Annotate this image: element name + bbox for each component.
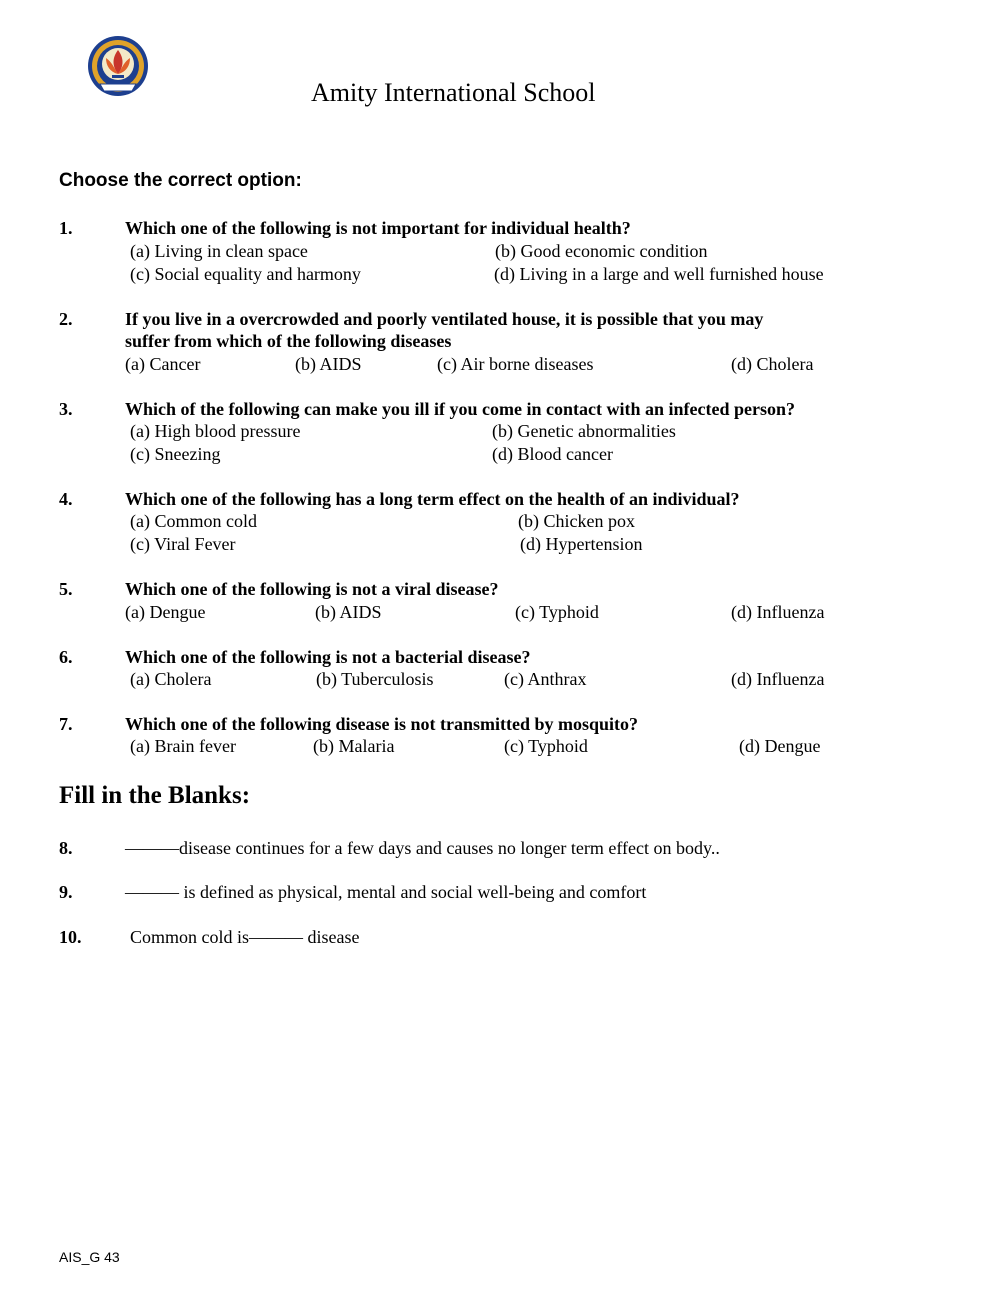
option-a[interactable]: (a) Brain fever xyxy=(130,736,236,756)
question-number: 7. xyxy=(59,714,73,734)
option-c[interactable]: (c) Air borne diseases xyxy=(437,354,594,374)
question-text-continued: suffer from which of the following diseases xyxy=(125,331,452,351)
question-number: 4. xyxy=(59,489,73,509)
question-text: Which one of the following has a long term effect on the health of an individual? xyxy=(125,489,740,509)
option-c[interactable]: (c) Typhoid xyxy=(515,602,599,622)
option-d[interactable]: (d) Blood cancer xyxy=(492,444,613,464)
question-number: 9. xyxy=(59,882,73,902)
option-c[interactable]: (c) Social equality and harmony xyxy=(130,264,361,284)
option-d[interactable]: (d) Dengue xyxy=(739,736,821,756)
option-b[interactable]: (b) Tuberculosis xyxy=(316,669,434,689)
option-c[interactable]: (c) Anthrax xyxy=(504,669,587,689)
option-b[interactable]: (b) AIDS xyxy=(295,354,362,374)
question-text: Which one of the following is not a viral disease? xyxy=(125,579,499,599)
school-crest-icon xyxy=(86,34,150,98)
option-d[interactable]: (d) Influenza xyxy=(731,602,825,622)
blank-question-text: ——— is defined as physical, mental and social well-being and comfort xyxy=(125,882,647,902)
option-b[interactable]: (b) Good economic condition xyxy=(495,241,708,261)
question-number: 1. xyxy=(59,218,73,238)
question-number: 10. xyxy=(59,927,82,947)
fill-blanks-section-title: Fill in the Blanks: xyxy=(59,782,251,809)
option-b[interactable]: (b) AIDS xyxy=(315,602,382,622)
page-footer-code: AIS_G 43 xyxy=(59,1249,120,1265)
option-b[interactable]: (b) Malaria xyxy=(313,736,395,756)
option-d[interactable]: (d) Living in a large and well furnished house xyxy=(494,264,824,284)
option-b[interactable]: (b) Chicken pox xyxy=(518,511,635,531)
question-text: Which of the following can make you ill if you come in contact with an infected person? xyxy=(125,399,795,419)
question-text: Which one of the following is not a bacterial disease? xyxy=(125,647,531,667)
blank-question-text: ———disease continues for a few days and causes no longer term effect on body.. xyxy=(125,838,720,858)
school-name: Amity International School xyxy=(311,78,596,107)
option-d[interactable]: (d) Influenza xyxy=(731,669,825,689)
question-text: Which one of the following is not important for individual health? xyxy=(125,218,631,238)
option-a[interactable]: (a) Dengue xyxy=(125,602,206,622)
question-number: 3. xyxy=(59,399,73,419)
option-a[interactable]: (a) High blood pressure xyxy=(130,421,301,441)
question-number: 5. xyxy=(59,579,73,599)
question-text: Which one of the following disease is not transmitted by mosquito? xyxy=(125,714,639,734)
question-number: 8. xyxy=(59,838,73,858)
blank-question-text: Common cold is——— disease xyxy=(130,927,360,947)
question-text: If you live in a overcrowded and poorly ventilated house, it is possible that you may xyxy=(125,309,764,329)
option-c[interactable]: (c) Typhoid xyxy=(504,736,588,756)
option-d[interactable]: (d) Hypertension xyxy=(520,534,643,554)
option-a[interactable]: (a) Living in clean space xyxy=(130,241,308,261)
option-b[interactable]: (b) Genetic abnormalities xyxy=(492,421,676,441)
option-a[interactable]: (a) Cholera xyxy=(130,669,212,689)
question-number: 2. xyxy=(59,309,73,329)
question-number: 6. xyxy=(59,647,73,667)
option-a[interactable]: (a) Cancer xyxy=(125,354,201,374)
option-c[interactable]: (c) Sneezing xyxy=(130,444,221,464)
option-c[interactable]: (c) Viral Fever xyxy=(130,534,236,554)
mcq-section-title: Choose the correct option: xyxy=(59,170,302,191)
option-a[interactable]: (a) Common cold xyxy=(130,511,257,531)
option-d[interactable]: (d) Cholera xyxy=(731,354,814,374)
